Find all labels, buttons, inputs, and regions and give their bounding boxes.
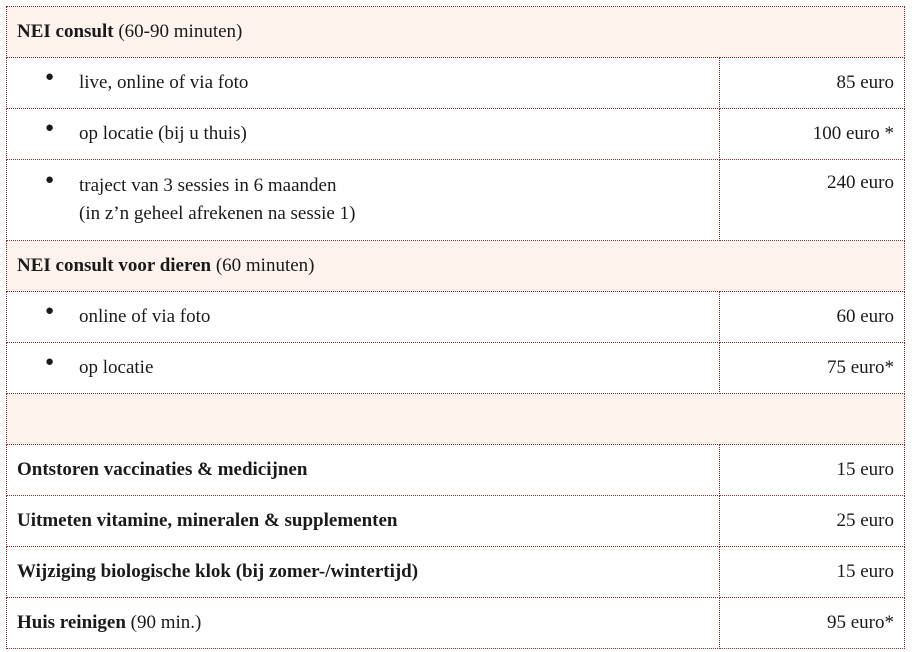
table-row <box>7 445 905 496</box>
section-title: NEI consult voor dieren <box>17 255 212 276</box>
table-row <box>7 598 905 649</box>
service-price: 95 euro* <box>720 598 905 649</box>
table-row <box>7 160 905 241</box>
table-row <box>7 496 905 547</box>
section-subtitle: (60-90 minuten) <box>118 21 243 42</box>
item-label-cell <box>7 109 720 160</box>
item-label: live, online of via foto <box>79 72 249 93</box>
table-row <box>7 292 905 343</box>
item-label: online of via foto <box>79 306 211 327</box>
bullet-icon: ● <box>45 120 55 136</box>
price-table <box>6 6 905 649</box>
item-label-cell <box>7 160 720 241</box>
service-price: 25 euro <box>720 496 905 547</box>
item-price: 60 euro <box>720 292 905 343</box>
table-row <box>7 547 905 598</box>
section-title-cell <box>7 7 905 58</box>
section-title-cell <box>7 241 905 292</box>
item-price: 85 euro <box>720 58 905 109</box>
table-row <box>7 343 905 394</box>
section-title: NEI consult <box>17 21 114 42</box>
service-label: Huis reinigen <box>17 612 126 633</box>
service-price: 15 euro <box>720 445 905 496</box>
empty-separator-row <box>7 394 905 445</box>
section-header-nei-consult <box>7 7 905 58</box>
section-header-nei-consult-dieren <box>7 241 905 292</box>
service-label-suffix: (90 min.) <box>130 612 202 633</box>
empty-cell <box>7 394 905 445</box>
item-label: op locatie (bij u thuis) <box>79 123 247 144</box>
item-label: op locatie <box>79 357 154 378</box>
item-price: 100 euro * <box>720 109 905 160</box>
bullet-icon: ● <box>45 172 55 188</box>
item-label-line2: (in z’n geheel afrekenen na sessie 1) <box>79 203 356 224</box>
item-label-cell <box>7 343 720 394</box>
section-subtitle: (60 minuten) <box>215 255 315 276</box>
service-label: Uitmeten vitamine, mineralen & supplementen <box>7 496 720 547</box>
item-price: 75 euro* <box>720 343 905 394</box>
bullet-icon: ● <box>45 303 55 319</box>
item-label-cell <box>7 292 720 343</box>
item-label-line1: traject van 3 sessies in 6 maanden <box>79 175 337 196</box>
item-label <box>79 172 355 228</box>
service-price: 15 euro <box>720 547 905 598</box>
table-row <box>7 58 905 109</box>
item-price: 240 euro <box>720 160 905 241</box>
bullet-icon: ● <box>45 69 55 85</box>
table-row <box>7 109 905 160</box>
bullet-icon: ● <box>45 354 55 370</box>
service-label: Wijziging biologische klok (bij zomer-/wintertijd) <box>7 547 720 598</box>
item-label-cell <box>7 58 720 109</box>
service-label-cell <box>7 598 720 649</box>
service-label: Ontstoren vaccinaties & medicijnen <box>7 445 720 496</box>
